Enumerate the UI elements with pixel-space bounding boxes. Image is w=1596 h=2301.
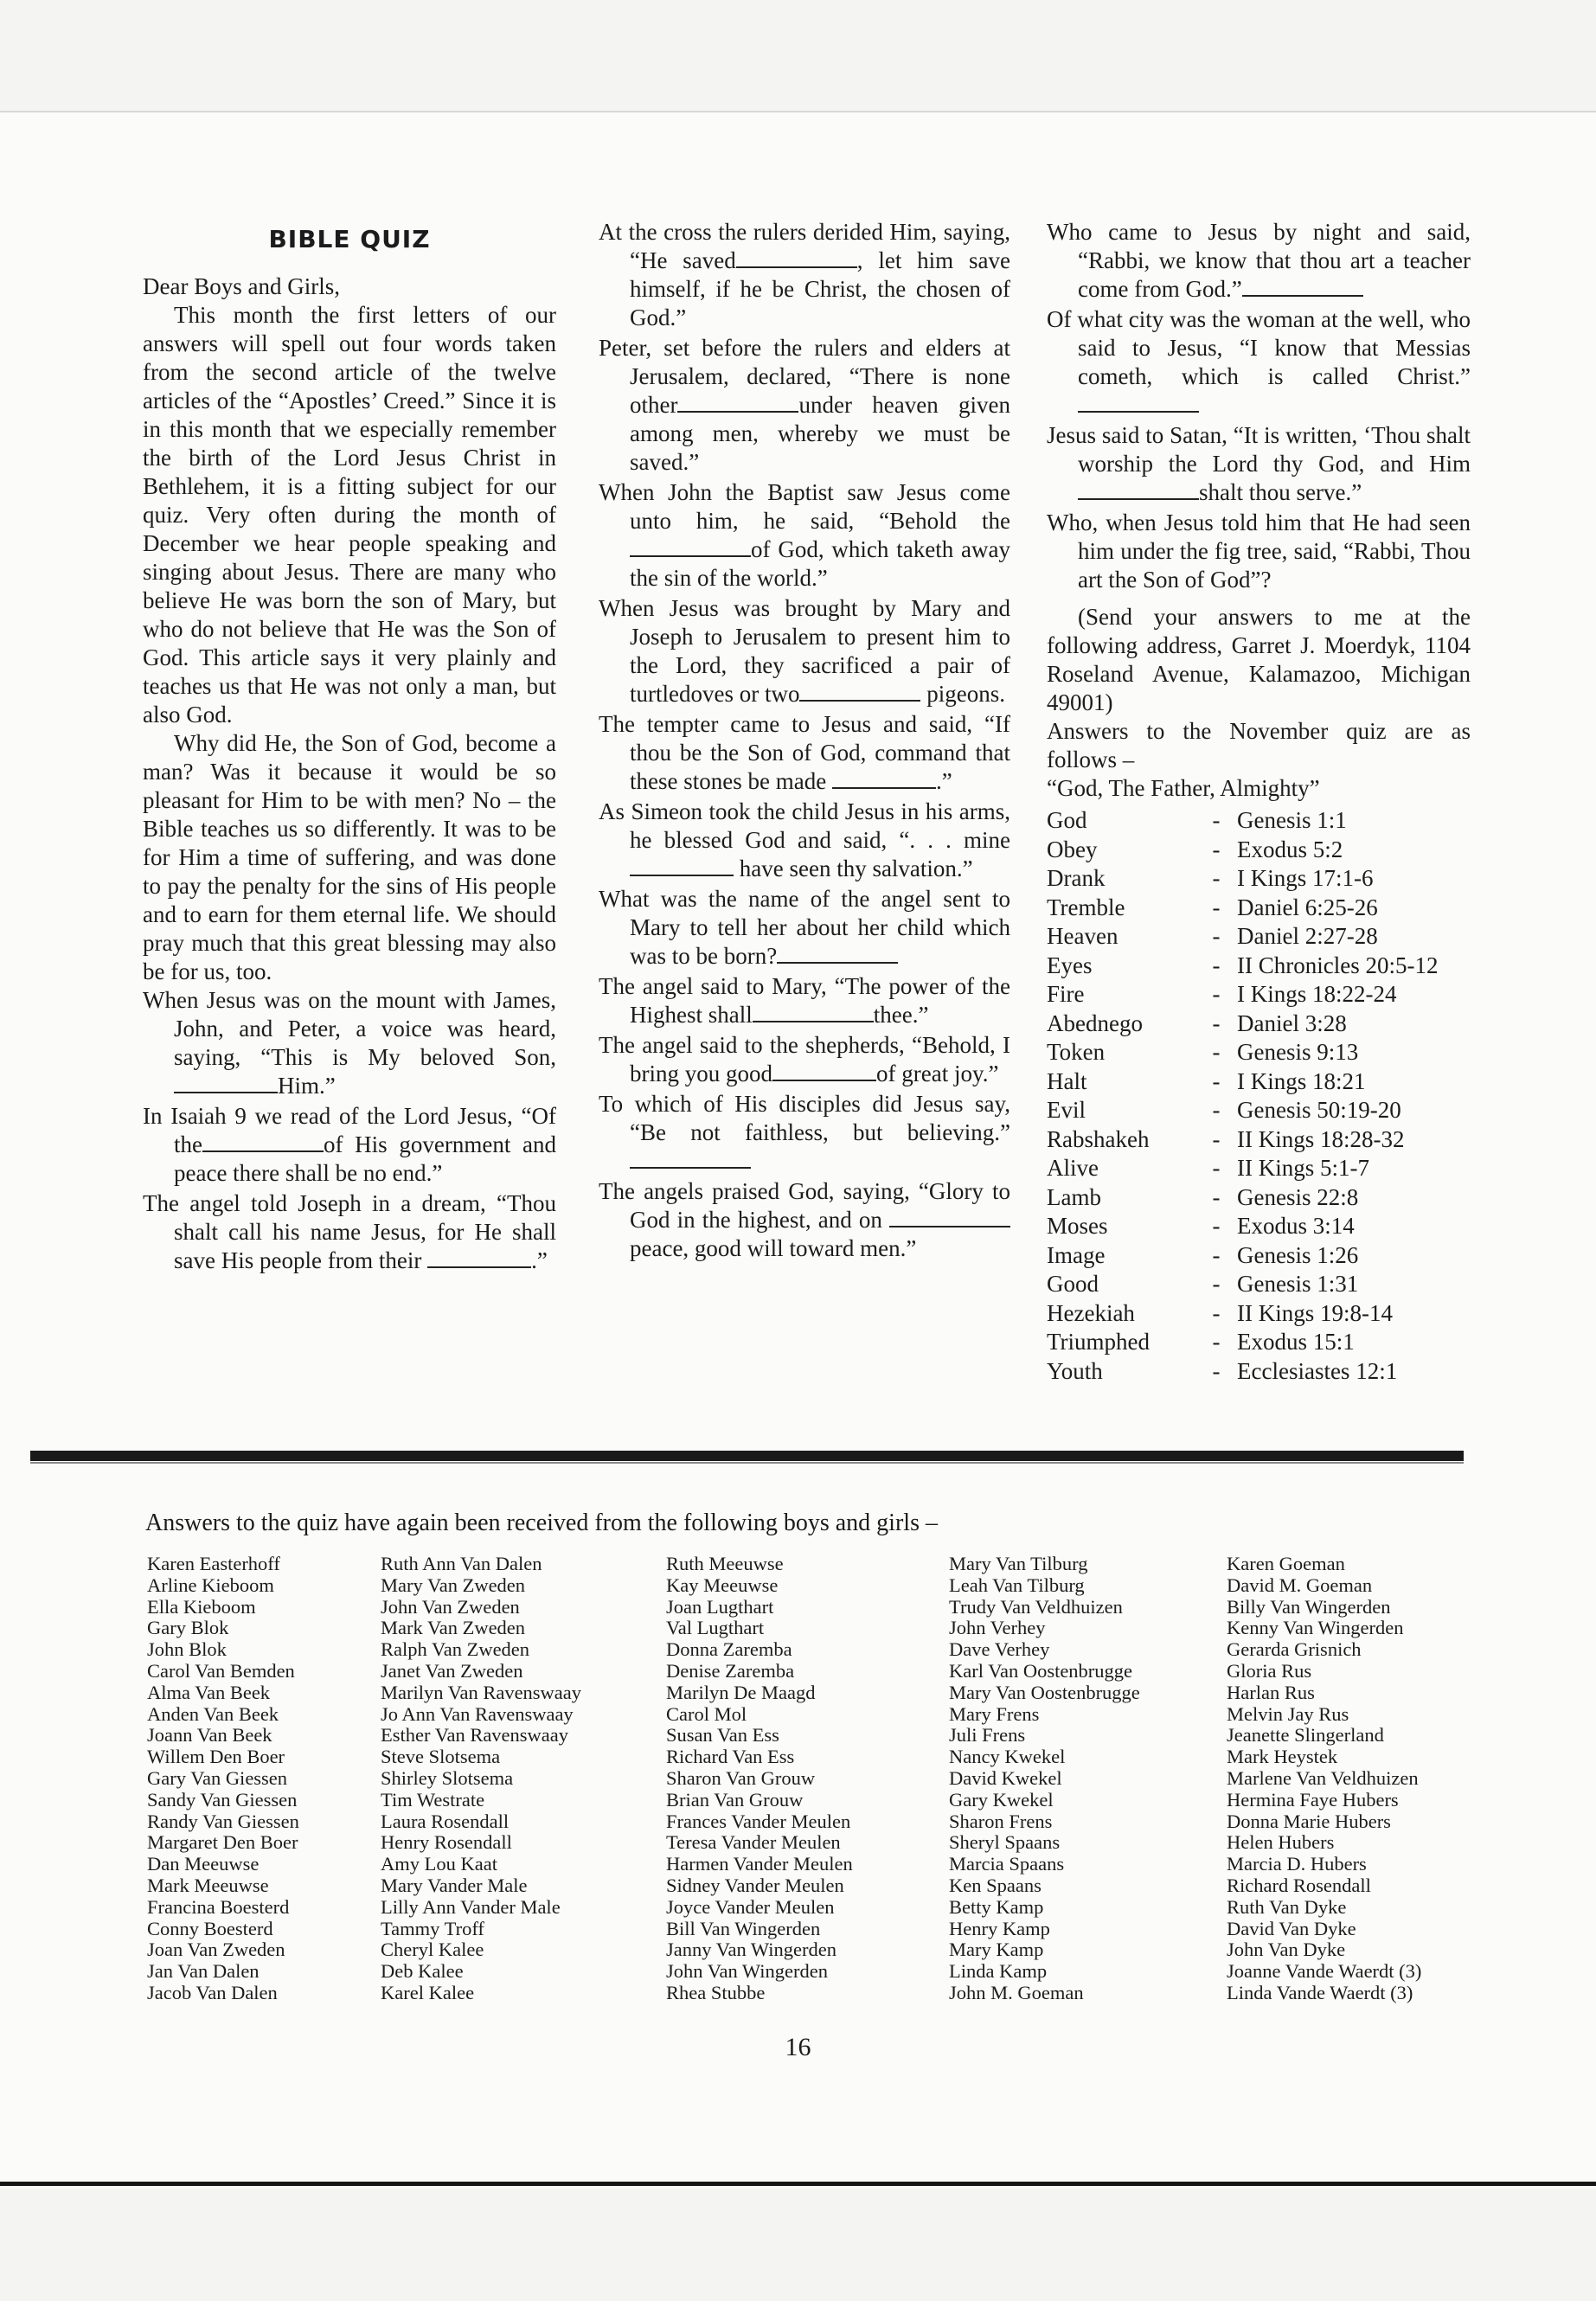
respondent-name: Gary Blok [147, 1617, 229, 1639]
respondent-name: Marcia D. Hubers [1227, 1853, 1367, 1875]
respondent-name: Ella Kieboom [147, 1595, 256, 1618]
respondent-name: Leah Van Tilburg [949, 1574, 1085, 1596]
answer-word: Image [1047, 1241, 1106, 1268]
respondent-name: Deb Kalee [381, 1960, 464, 1983]
answer-reference: II Kings 19:8-14 [1237, 1299, 1393, 1326]
answer-blank [736, 251, 857, 268]
respondent-name: Brian Van Grouw [666, 1788, 804, 1811]
respondent-name: Karen Goeman [1227, 1553, 1345, 1574]
answer-row [1047, 1038, 1471, 1067]
respondent-name: Tim Westrate [381, 1788, 485, 1811]
respondent-name: Ruth Van Dyke [1227, 1895, 1347, 1918]
respondent-name: Sharon Frens [949, 1810, 1053, 1832]
respondent-name: Joan Van Zweden [147, 1939, 285, 1961]
question-12: The angel said to the shepherds, “Behold, I bring you good of great joy.” [599, 1032, 1010, 1086]
respondent-name: Joanne Vande Waerdt (3) [1227, 1960, 1422, 1983]
question-8: The tempter came to Jesus and said, “If thou be the Son of God, command that these stones be made .” [599, 711, 1010, 794]
names-column-2 [381, 1554, 581, 2004]
respondent-name: Joyce Vander Meulen [666, 1895, 835, 1918]
respondent-name: Willem Den Boer [147, 1746, 285, 1768]
respondent-name: Joan Lugthart [666, 1595, 774, 1618]
respondent-name: Susan Van Ess [666, 1724, 779, 1747]
answer-dash: - [1212, 1357, 1221, 1384]
answer-dash: - [1212, 1067, 1221, 1094]
answer-row [1047, 1328, 1471, 1357]
respondent-name: Kay Meeuwse [666, 1574, 779, 1596]
answer-word: Eyes [1047, 952, 1093, 978]
answer-word: Token [1047, 1039, 1106, 1065]
respondent-name: Gary Van Giessen [147, 1766, 288, 1789]
respondent-name: Linda Vande Waerdt (3) [1227, 1981, 1413, 2003]
respondent-name: Karel Kalee [381, 1981, 475, 2003]
respondent-name: John Verhey [949, 1617, 1046, 1639]
respondent-name: Sheryl Spaans [949, 1831, 1061, 1854]
respondent-name: Helen Hubers [1227, 1831, 1335, 1854]
respondent-name: Carol Van Bemden [147, 1659, 295, 1682]
respondent-name: Bill Van Wingerden [666, 1917, 821, 1939]
column-1 [143, 218, 556, 1277]
respondent-name: Gloria Rus [1227, 1659, 1312, 1682]
names-column-1 [147, 1554, 299, 2004]
answer-word: Good [1047, 1271, 1099, 1297]
answer-dash: - [1212, 1009, 1221, 1036]
intro-paragraph-2: Why did He, the Son of God, become a man? Was it because it would be so pleasant for Him to be with men? No – the Bible teaches us so differently. It was to be for Him a time of suffering, and was done to pay the penalty for the sins of His people and to earn for them eternal life. We should pray much that this great blessing may also be for us, too. [143, 730, 556, 984]
respondent-name: Dave Verhey [949, 1638, 1050, 1661]
salutation: Dear Boys and Girls, [143, 273, 340, 299]
question-13: To which of His disciples did Jesus say, “Be not faithless, but believing.” [599, 1090, 1010, 1176]
question-11: The angel said to Mary, “The power of the Highest shall thee.” [599, 973, 1010, 1028]
column-3 [1047, 218, 1471, 1386]
respondent-name: Mary Van Zweden [381, 1574, 526, 1596]
respondent-name: Billy Van Wingerden [1227, 1595, 1391, 1618]
section-divider-underline [30, 1462, 1464, 1464]
answer-reference: Exodus 15:1 [1237, 1329, 1355, 1355]
respondent-name: Harmen Vander Meulen [666, 1853, 853, 1875]
answer-reference: Genesis 22:8 [1237, 1183, 1359, 1210]
answer-word: Heaven [1047, 923, 1118, 949]
answer-blank [799, 684, 920, 702]
answer-word: Lamb [1047, 1183, 1101, 1210]
respondent-name: Mary Frens [949, 1702, 1040, 1725]
respondent-name: Lilly Ann Vander Male [381, 1895, 561, 1918]
answer-reference: Genesis 9:13 [1237, 1039, 1359, 1065]
answer-word: Alive [1047, 1155, 1099, 1181]
answer-word: Evil [1047, 1097, 1086, 1123]
answer-row [1047, 806, 1471, 836]
respondent-name: David Van Dyke [1227, 1917, 1356, 1939]
question-16: Of what city was the woman at the well, who said to Jesus, “I know that Messias cometh, which is called Christ.” [1047, 305, 1471, 420]
respondent-name: Conny Boesterd [147, 1917, 273, 1939]
question-9: As Simeon took the child Jesus in his arms, he blessed God and said, “. . . mine have seen thy salvation.” [599, 798, 1010, 881]
answer-blank [1078, 483, 1199, 500]
respondent-name: Laura Rosendall [381, 1810, 510, 1832]
answer-reference: Exodus 3:14 [1237, 1213, 1355, 1239]
previous-answers-phrase: “God, The Father, Almighty” [1047, 775, 1320, 801]
respondent-name: Francina Boesterd [147, 1895, 290, 1918]
answer-reference: II Chronicles 20:5-12 [1237, 952, 1439, 978]
answer-blank [427, 1251, 531, 1268]
respondent-name: Karen Easterhoff [147, 1553, 280, 1574]
answer-dash: - [1212, 1329, 1221, 1355]
received-heading: Answers to the quiz have again been received from the following boys and girls – [145, 1509, 938, 1536]
respondent-name: Donna Zaremba [666, 1638, 792, 1661]
names-column-4 [949, 1554, 1140, 2004]
answer-word: Triumphed [1047, 1329, 1151, 1355]
answer-row [1047, 1357, 1471, 1387]
respondent-name: Mary Van Oostenbrugge [949, 1681, 1140, 1703]
page-bottom-rule [0, 2182, 1596, 2186]
question-1: When Jesus was on the mount with James, John, and Peter, a voice was heard, saying, “This is My beloved Son,Him.” [143, 987, 556, 1099]
answer-blank [677, 395, 798, 413]
column-2 [599, 218, 1010, 1265]
answer-row [1047, 922, 1471, 952]
answer-blank [630, 859, 734, 876]
respondent-name: Gary Kwekel [949, 1788, 1054, 1811]
respondent-name: Mark Heystek [1227, 1746, 1338, 1768]
respondent-name: Mary Kamp [949, 1939, 1044, 1961]
respondent-name: Kenny Van Wingerden [1227, 1617, 1404, 1639]
answer-blank [889, 1210, 1010, 1227]
respondent-name: David Kwekel [949, 1766, 1062, 1789]
answer-blank [174, 1076, 278, 1093]
answer-dash: - [1212, 1125, 1221, 1152]
answer-reference: II Kings 18:28-32 [1237, 1125, 1405, 1152]
quiz-title: BIBLE QUIZ [268, 225, 431, 253]
question-17: Jesus said to Satan, “It is written, ‘Thou shalt worship the Lord thy God, and Himshalt thou serve.” [1047, 422, 1471, 505]
answer-row [1047, 1299, 1471, 1329]
respondent-name: Marilyn De Maagd [666, 1681, 816, 1703]
respondent-name: Amy Lou Kaat [381, 1853, 497, 1875]
respondent-name: Sharon Van Grouw [666, 1766, 816, 1789]
answer-blank [630, 1151, 751, 1169]
respondent-name: Esther Van Ravenswaay [381, 1724, 569, 1747]
respondent-name: Marilyn Van Ravenswaay [381, 1681, 582, 1703]
respondent-name: John Van Dyke [1227, 1939, 1346, 1961]
respondent-name: Melvin Jay Rus [1227, 1702, 1349, 1725]
answer-reference: Genesis 1:31 [1237, 1271, 1359, 1297]
respondent-name: Henry Kamp [949, 1917, 1050, 1939]
respondent-name: John Van Wingerden [666, 1960, 828, 1983]
respondent-name: Anden Van Beek [147, 1702, 279, 1725]
respondent-name: Jan Van Dalen [147, 1960, 260, 1983]
answer-row [1047, 1183, 1471, 1213]
question-15: Who came to Jesus by night and said, “Rabbi, we know that thou art a teacher come from God.” [1047, 219, 1471, 302]
respondent-name: Alma Van Beek [147, 1681, 271, 1703]
answer-reference: Genesis 50:19-20 [1237, 1097, 1401, 1123]
respondent-name: Margaret Den Boer [147, 1831, 298, 1854]
respondent-name: John Blok [147, 1638, 227, 1661]
respondent-name: Mark Meeuwse [147, 1874, 269, 1896]
question-18: Who, when Jesus told him that He had seen him under the fig tree, said, “Rabbi, Thou art the Son of God”? [1047, 510, 1471, 593]
respondent-name: Ralph Van Zweden [381, 1638, 530, 1661]
respondent-name: Henry Rosendall [381, 1831, 512, 1854]
answer-blank [777, 946, 898, 964]
send-answers-note: (Send your answers to me at the following address, Garret J. Moerdyk, 1104 Roseland Avenue, Kalamazoo, Michigan 49001) [1047, 604, 1471, 715]
answer-dash: - [1212, 1039, 1221, 1065]
answer-reference: Ecclesiastes 12:1 [1237, 1357, 1398, 1384]
question-4: At the cross the rulers derided Him, saying, “He saved , let him save himself, if he be Christ, the chosen of God.” [599, 219, 1010, 330]
question-2: In Isaiah 9 we read of the Lord Jesus, “Of the of His government and peace there shall be no end.” [143, 1103, 556, 1186]
answer-reference: Daniel 6:25-26 [1237, 894, 1378, 920]
respondent-name: Trudy Van Veldhuizen [949, 1595, 1123, 1618]
question-10: What was the name of the angel sent to Mary to tell her about her child which was to be born? [599, 886, 1010, 969]
answer-blank [753, 1005, 874, 1022]
respondent-name: John M. Goeman [949, 1981, 1084, 2003]
answer-dash: - [1212, 807, 1221, 833]
respondent-name: Linda Kamp [949, 1960, 1048, 1983]
respondent-name: Hermina Faye Hubers [1227, 1788, 1399, 1811]
answer-row [1047, 1212, 1471, 1241]
respondent-name: Richard Van Ess [666, 1746, 795, 1768]
answer-reference: I Kings 18:21 [1237, 1067, 1366, 1094]
answer-dash: - [1212, 981, 1221, 1007]
answer-row [1047, 1125, 1471, 1155]
answer-word: God [1047, 807, 1087, 833]
answer-reference: Exodus 5:2 [1237, 836, 1343, 862]
intro-paragraph-1: This month the first letters of our answers will spell out four words taken from the second article of the twelve articles of the “Apostles’ Creed.” Since it is in this month that we especially remember the birth of the Lord Jesus Christ in Bethlehem, it is a fitting subject for our quiz. Very often during the month of December we hear people speaking and singing about Jesus. There are many who believe He was born the son of Mary, but who do not believe that He was the Son of God. This article says it very plainly and teaches us that He was not only a man, but also God. [143, 302, 556, 727]
respondent-name: Marlene Van Veldhuizen [1227, 1766, 1419, 1789]
respondent-name: Cheryl Kalee [381, 1939, 484, 1961]
answer-blank [630, 540, 751, 557]
respondent-name: Marcia Spaans [949, 1853, 1065, 1875]
respondent-name: Mary Van Tilburg [949, 1553, 1088, 1574]
answer-dash: - [1212, 1299, 1221, 1326]
answer-word: Drank [1047, 865, 1106, 891]
answer-reference: Daniel 2:27-28 [1237, 923, 1378, 949]
respondent-name: Mark Van Zweden [381, 1617, 526, 1639]
answer-dash: - [1212, 1241, 1221, 1268]
answer-reference: Daniel 3:28 [1237, 1009, 1347, 1036]
answer-dash: - [1212, 1271, 1221, 1297]
respondent-name: Ruth Meeuwse [666, 1553, 784, 1574]
respondent-name: David M. Goeman [1227, 1574, 1373, 1596]
previous-answers-list [1047, 806, 1471, 1386]
respondent-name: Frances Vander Meulen [666, 1810, 851, 1832]
respondent-name: Harlan Rus [1227, 1681, 1315, 1703]
answer-dash: - [1212, 1097, 1221, 1123]
respondent-name: Ken Spaans [949, 1874, 1042, 1896]
answer-dash: - [1212, 923, 1221, 949]
names-column-3 [666, 1554, 853, 2004]
respondent-name: Steve Slotsema [381, 1746, 501, 1768]
answer-row [1047, 980, 1471, 1009]
answer-dash: - [1212, 952, 1221, 978]
respondent-name: Sandy Van Giessen [147, 1788, 298, 1811]
respondent-name: Karl Van Oostenbrugge [949, 1659, 1133, 1682]
answer-word: Hezekiah [1047, 1299, 1135, 1326]
respondent-name: Dan Meeuwse [147, 1853, 260, 1875]
answer-blank [772, 1064, 876, 1081]
answer-word: Rabshakeh [1047, 1125, 1150, 1152]
respondent-name: Gerarda Grisnich [1227, 1638, 1362, 1661]
answer-reference: Genesis 1:1 [1237, 807, 1347, 833]
answer-word: Tremble [1047, 894, 1125, 920]
previous-answers-heading: Answers to the November quiz are as follows – [1047, 718, 1471, 772]
section-divider [30, 1451, 1464, 1461]
answer-word: Moses [1047, 1213, 1108, 1239]
respondent-name: Teresa Vander Meulen [666, 1831, 841, 1854]
answer-blank [1242, 279, 1363, 297]
answer-blank [1078, 395, 1199, 413]
answer-dash: - [1212, 865, 1221, 891]
respondent-name: Denise Zaremba [666, 1659, 795, 1682]
respondent-name: Ruth Ann Van Dalen [381, 1553, 542, 1574]
question-6: When John the Baptist saw Jesus come unto him, he said, “Behold the of God, which taketh away the sin of the world.” [599, 479, 1010, 591]
respondent-name: Shirley Slotsema [381, 1766, 514, 1789]
answer-row [1047, 894, 1471, 923]
respondent-name: Randy Van Giessen [147, 1810, 299, 1832]
answer-reference: I Kings 17:1-6 [1237, 865, 1374, 891]
answer-row [1047, 952, 1471, 981]
answer-word: Obey [1047, 836, 1098, 862]
answer-dash: - [1212, 894, 1221, 920]
answer-dash: - [1212, 1155, 1221, 1181]
names-column-5 [1227, 1554, 1421, 2004]
respondent-name: Donna Marie Hubers [1227, 1810, 1391, 1832]
page-number: 16 [785, 2033, 811, 2061]
answer-dash: - [1212, 1183, 1221, 1210]
answer-dash: - [1212, 836, 1221, 862]
answer-word: Youth [1047, 1357, 1103, 1384]
answer-row [1047, 1067, 1471, 1097]
question-3: The angel told Joseph in a dream, “Thou shalt call his name Jesus, for He shall save His people from their .” [143, 1190, 556, 1273]
answer-row [1047, 864, 1471, 894]
respondent-name: Tammy Troff [381, 1917, 484, 1939]
respondent-name: Mary Vander Male [381, 1874, 528, 1896]
respondent-name: Val Lugthart [666, 1617, 765, 1639]
answer-reference: II Kings 5:1-7 [1237, 1155, 1369, 1181]
respondent-name: Juli Frens [949, 1724, 1026, 1747]
answer-blank [202, 1135, 324, 1152]
respondent-name: Arline Kieboom [147, 1574, 274, 1596]
respondent-name: Janny Van Wingerden [666, 1939, 836, 1961]
respondent-name: Betty Kamp [949, 1895, 1044, 1918]
answer-word: Fire [1047, 981, 1085, 1007]
answer-word: Halt [1047, 1067, 1087, 1094]
question-5: Peter, set before the rulers and elders at Jerusalem, declared, “There is none other under heaven given among men, whereby we must be saved.” [599, 335, 1010, 475]
respondent-name: Nancy Kwekel [949, 1746, 1066, 1768]
respondent-name: Jacob Van Dalen [147, 1981, 278, 2003]
answer-row [1047, 1241, 1471, 1271]
answer-row [1047, 1270, 1471, 1299]
answer-row [1047, 1009, 1471, 1039]
answer-blank [832, 772, 936, 789]
respondent-name: Carol Mol [666, 1702, 747, 1725]
question-14: The angels praised God, saying, “Glory to God in the highest, and on peace, good will toward men.” [599, 1178, 1010, 1261]
respondent-name: John Van Zweden [381, 1595, 520, 1618]
answer-dash: - [1212, 1213, 1221, 1239]
answer-reference: I Kings 18:22-24 [1237, 981, 1397, 1007]
answer-word: Abednego [1047, 1009, 1143, 1036]
answer-reference: Genesis 1:26 [1237, 1241, 1359, 1268]
respondent-name: Richard Rosendall [1227, 1874, 1371, 1896]
respondent-name: Joann Van Beek [147, 1724, 272, 1747]
respondent-name: Rhea Stubbe [666, 1981, 766, 2003]
respondent-name: Jeanette Slingerland [1227, 1724, 1384, 1747]
question-7: When Jesus was brought by Mary and Joseph to Jerusalem to present him to the Lord, they sacrificed a pair of turtledoves or two pigeons. [599, 595, 1010, 707]
respondent-name: Jo Ann Van Ravenswaay [381, 1702, 574, 1725]
respondent-name: Sidney Vander Meulen [666, 1874, 844, 1896]
answer-row [1047, 1096, 1471, 1125]
respondent-name: Janet Van Zweden [381, 1659, 523, 1682]
answer-row [1047, 836, 1471, 865]
answer-row [1047, 1154, 1471, 1183]
